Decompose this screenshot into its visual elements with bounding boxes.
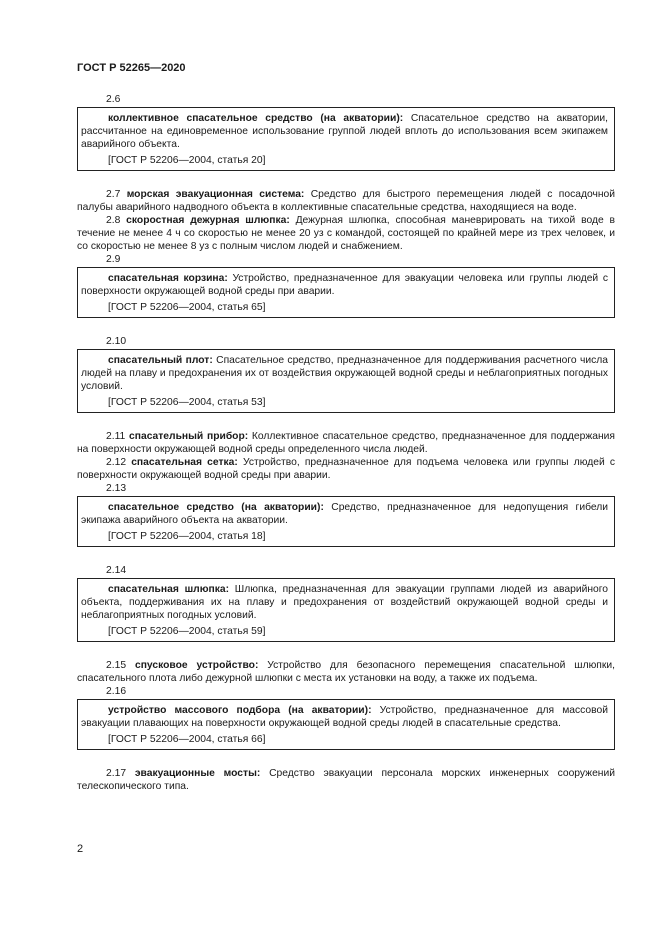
entry-number: 2.9	[106, 254, 121, 265]
entry-number: 2.16	[106, 686, 127, 697]
term: спасательная шлюпка:	[108, 584, 230, 595]
term: эвакуационные мосты:	[134, 768, 261, 779]
term-reference: [ГОСТ Р 52206—2004, статья 18]	[108, 531, 266, 542]
term-definition	[81, 354, 608, 393]
definition: Шлюпка, предназначенная для эвакуации группами людей из аварийного объекта, поддерживания их на плаву и предохранения от воздействий окружающей водной среды и неблагоприятных погодных условий.	[81, 584, 608, 621]
term: устройство массового подбора (на акватории):	[108, 705, 372, 716]
term-paragraph	[77, 430, 615, 456]
term-box	[77, 349, 615, 413]
definition: Спасательное средство на акватории, рассчитанное на единовременное использование группой людей вплоть до использования всем экипажем аварийного объекта.	[81, 113, 609, 150]
term-box	[77, 496, 615, 547]
entry-number: 2.12	[106, 457, 127, 468]
term-definition	[81, 272, 608, 298]
term-paragraph	[77, 214, 615, 253]
definition: Средство, предназначенное для недопущения гибели экипажа аварийного объекта на акватории.	[81, 502, 608, 526]
term-paragraph	[77, 767, 615, 793]
term: спусковое устройство:	[134, 660, 259, 671]
definition: Дежурная шлюпка, способная маневрировать на тихой воде в течение не менее 4 ч со скоростью не менее 20 уз с командой, состоящей по крайней мере из трех человек, и со скоростью не менее 8 уз с полным числом людей и снабжением.	[77, 215, 615, 252]
term: морская эвакуационная система:	[126, 189, 305, 200]
term-definition	[81, 583, 608, 622]
terms-section	[77, 93, 615, 793]
entry-number: 2.8	[106, 215, 121, 226]
term: спасательная корзина:	[108, 273, 228, 284]
term: коллективное спасательное средство (на акватории):	[108, 113, 404, 124]
definition: Устройство, предназначенное для подъема человека или группы людей с поверхности окружающей водной среды при аварии.	[77, 457, 615, 481]
entry-number: 2.13	[106, 483, 127, 494]
definition: Устройство, предназначенное для массовой эвакуации плавающих на поверхности окружающей водной среды людей в спасательные средства.	[81, 705, 608, 729]
entry-number: 2.6	[106, 94, 121, 105]
term-reference: [ГОСТ Р 52206—2004, статья 20]	[108, 155, 266, 166]
entry-number: 2.10	[106, 336, 127, 347]
term-definition	[81, 704, 608, 730]
definition: Средство эвакуации персонала морских инженерных сооружений телескопического типа.	[77, 768, 615, 792]
term: спасательный плот:	[108, 355, 213, 366]
definition: Устройство, предназначенное для эвакуации человека или группы людей с поверхности окружающей водной среды при аварии.	[81, 273, 608, 297]
term: скоростная дежурная шлюпка:	[126, 215, 290, 226]
term: спасательный прибор:	[129, 431, 249, 442]
term-definition	[81, 112, 608, 151]
term-paragraph	[77, 456, 615, 482]
definition: Средство для быстрого перемещения людей с посадочной палубы аварийного надводного объекта в коллективные спасательные средства, находящиеся на воде.	[77, 189, 615, 213]
entry-number: 2.15	[106, 660, 127, 671]
term: спасательное средство (на акватории):	[108, 502, 324, 513]
term: спасательная сетка:	[131, 457, 238, 468]
term-paragraph	[77, 659, 615, 685]
term-box	[77, 107, 615, 171]
definition: Коллективное спасательное средство, предназначенное для поддержания на поверхности окружающей водной среды определенного числа людей.	[77, 431, 615, 455]
entry-number: 2.14	[106, 565, 127, 576]
term-box	[77, 578, 615, 642]
entry-number: 2.7	[106, 189, 121, 200]
term-paragraph	[77, 188, 615, 214]
definition: Устройство для безопасного перемещения спасательной шлюпки, спасательного плота либо дежурной шлюпки с места их установки на воду, а также их подъема.	[77, 660, 615, 684]
entry-number: 2.17	[106, 768, 127, 779]
term-reference: [ГОСТ Р 52206—2004, статья 59]	[108, 626, 266, 637]
entry-number: 2.11	[106, 431, 126, 442]
term-box	[77, 267, 615, 318]
term-definition	[81, 501, 608, 527]
term-box	[77, 699, 615, 750]
document-header: ГОСТ Р 52265—2020	[77, 62, 186, 74]
term-reference: [ГОСТ Р 52206—2004, статья 65]	[108, 302, 266, 313]
term-reference: [ГОСТ Р 52206—2004, статья 66]	[108, 734, 266, 745]
page-number: 2	[77, 843, 84, 855]
term-reference: [ГОСТ Р 52206—2004, статья 53]	[108, 397, 266, 408]
definition: Спасательное средство, предназначенное для поддерживания расчетного числа людей на плаву и предохранения их от воздействия окружающей водной среды и неблагоприятных погодных условий.	[81, 355, 608, 392]
